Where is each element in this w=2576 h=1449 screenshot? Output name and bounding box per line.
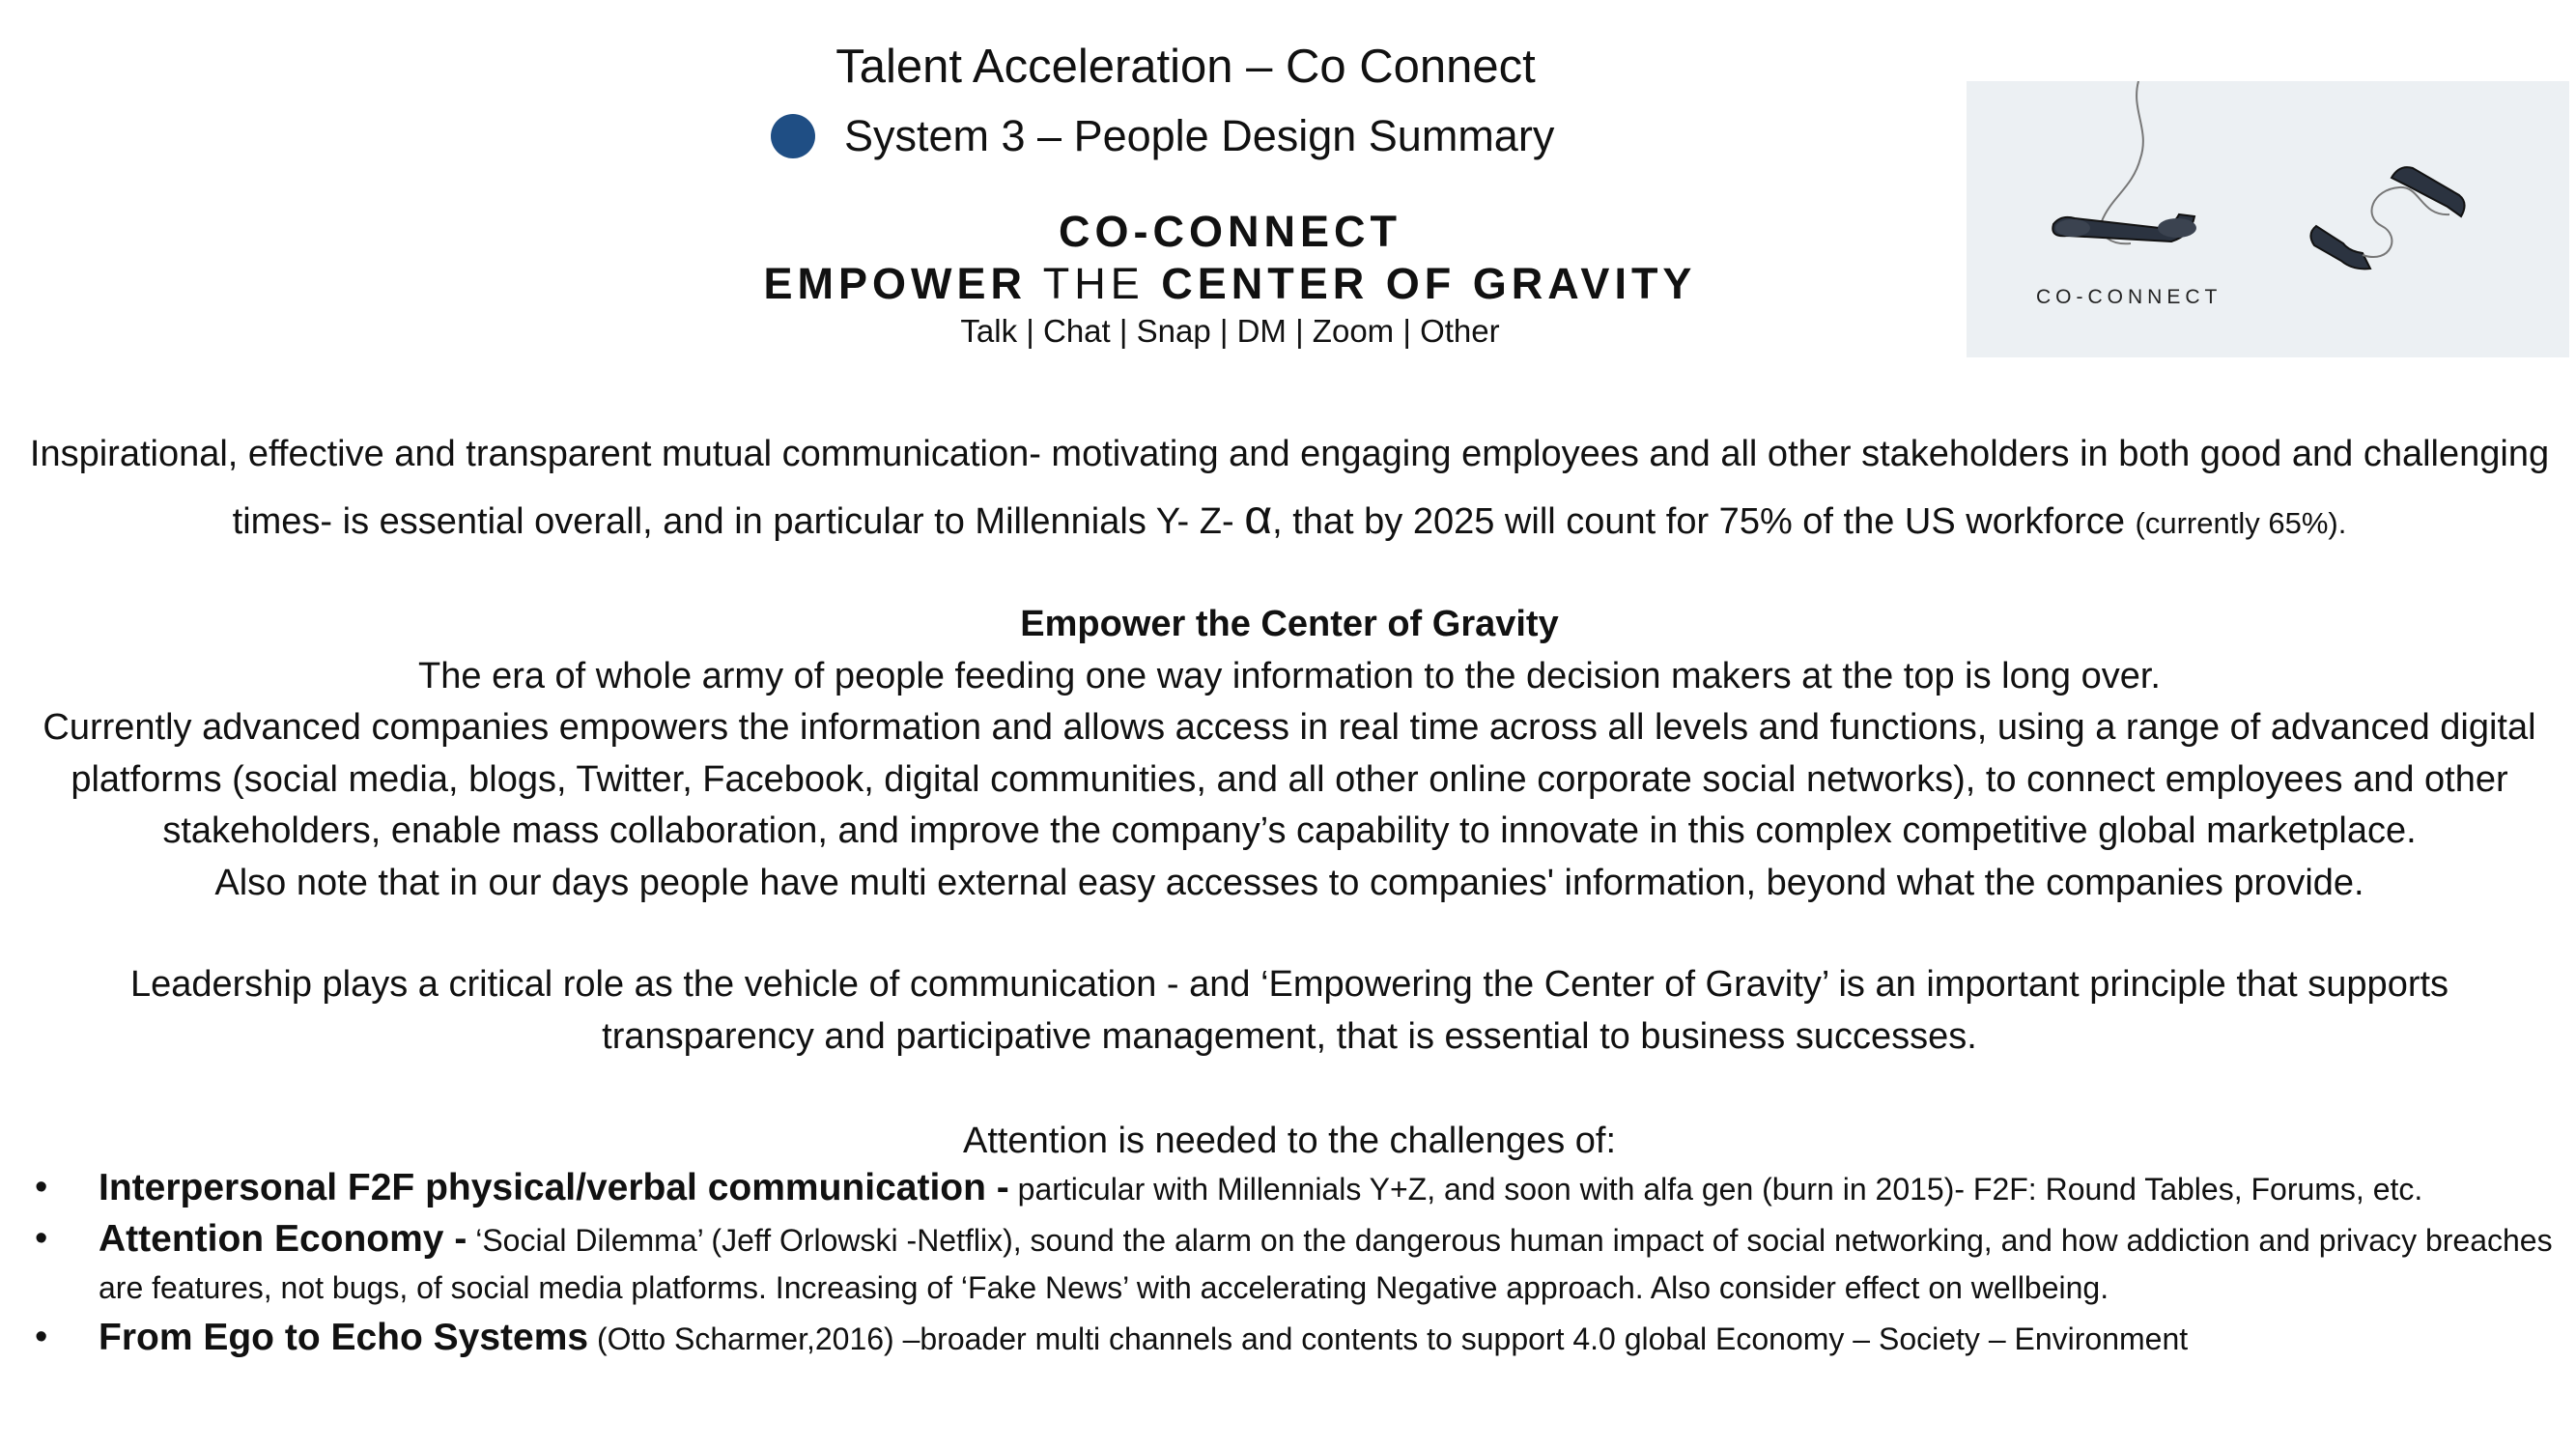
intro-text-a: Inspirational, effective and transparent mutual communication- motivating and engaging employees and all other stakeholders in both good and challenging times- is essential overall, and in particular to Millennials Y- Z- [29, 434, 2550, 542]
section-line-2: Currently advanced companies empowers the information and allows access in real time across all levels and functions, using a range of advanced digital platforms (social media, blogs, Twitter, Facebook, digital communities, and all other online corporate social networks), to connect employees and other stakeholders, enable mass collaboration, and improve the company’s capability to innovate in this complex competitive global marketplace. [42, 707, 2536, 851]
alpha-symbol: α [1244, 490, 1273, 544]
tagline-center-of-gravity: CENTER OF GRAVITY [1161, 259, 1697, 308]
item-body: (Otto Scharmer,2016) –broader multi channels and contents to support 4.0 global Economy – Society – Environment [588, 1321, 2189, 1356]
tagline-the: THE [1042, 259, 1145, 308]
challenges-list [35, 1164, 2565, 1365]
bullet-icon: • [35, 1218, 48, 1259]
intro-note: (currently 65%). [2135, 506, 2347, 540]
attention-heading: Attention is needed to the challenges of: [962, 1121, 1617, 1161]
list-item [35, 1215, 2565, 1312]
tagline-empower: EMPOWER [763, 259, 1028, 308]
intro-paragraph [29, 423, 2550, 554]
item-title: From Ego to Echo Systems [99, 1317, 589, 1358]
page-title: Talent Acceleration – Co Connect [835, 41, 1536, 93]
section-line-1: The era of whole army of people feeding one way information to the decision makers at the top is long over. [418, 655, 2161, 696]
telephone-handsets-icon [1967, 81, 2569, 357]
bullet-icon: • [35, 1167, 48, 1208]
item-body: ‘Social Dilemma’ (Jeff Orlowski -Netflix), sound the alarm on the dangerous human impact of social networking, and how addiction and privacy breaches are features, not bugs, of social media platforms. Increasing of ‘Fake News’ with accelerating Negative approach. Also consider effect on wellbeing. [99, 1223, 2553, 1305]
subtitle-row [771, 106, 1554, 166]
co-connect-image [1967, 81, 2569, 357]
section-heading: Empower the Center of Gravity [1020, 604, 1559, 644]
bullet-icon: • [35, 1317, 48, 1357]
list-item [35, 1314, 2565, 1363]
list-item [35, 1164, 2565, 1213]
section-line-3: Also note that in our days people have multi external easy accesses to companies' information, beyond what the companies provide. [214, 862, 2364, 903]
bullet-dot-icon [771, 114, 815, 158]
leadership-paragraph: Leadership plays a critical role as the vehicle of communication - and ‘Empowering the Center of Gravity’ is an important principle that supports transparency and participative management, that is essential to business successes. [129, 964, 2449, 1057]
channels-list: Talk | Chat | Snap | DM | Zoom | Other [960, 313, 1500, 349]
banner-title: CO-CONNECT [1059, 207, 1401, 256]
item-body: particular with Millennials Y+Z, and soon with alfa gen (burn in 2015)- F2F: Round Tables, Forums, etc. [1008, 1172, 2423, 1207]
section-block [29, 599, 2550, 909]
image-label: CO-CONNECT [2036, 286, 2222, 308]
page-subtitle: System 3 – People Design Summary [844, 111, 1555, 160]
item-title: Attention Economy - [99, 1218, 467, 1260]
intro-text-b: , that by 2025 will count for 75% of the US workforce [1272, 501, 2136, 542]
item-title: Interpersonal F2F physical/verbal communication - [99, 1167, 1009, 1208]
